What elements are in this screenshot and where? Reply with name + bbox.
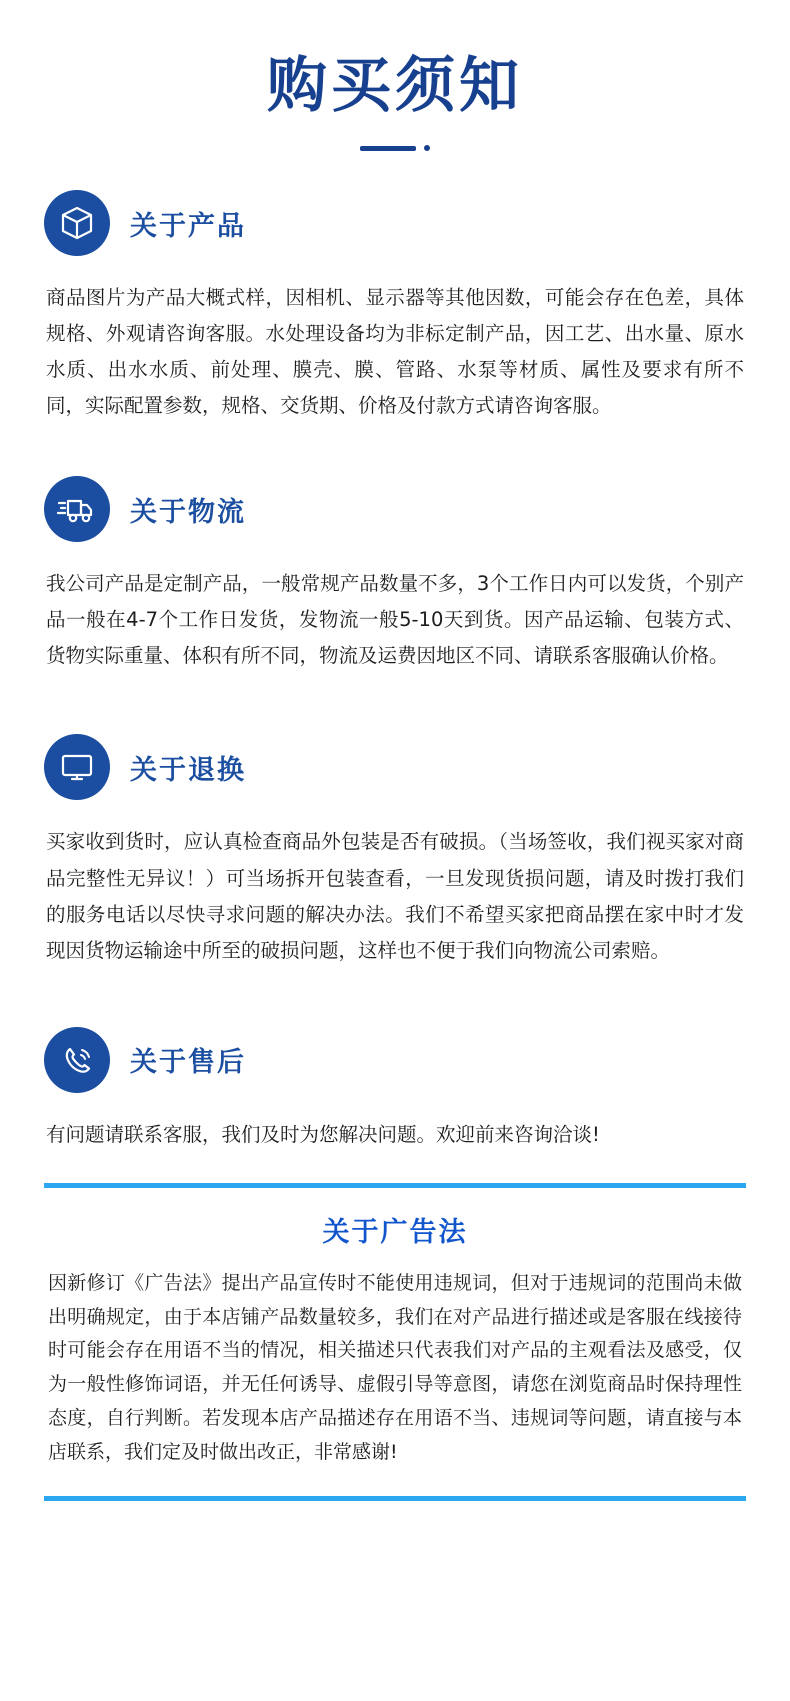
section-product-title: 关于产品: [130, 210, 246, 242]
page-title-block: [0, 0, 790, 148]
section-return-body: 买家收到货时，应认真检查商品外包装是否有破损。（当场签收，我们视买家对商品完整性无异议！）可当场拆开包装查看，一旦发现货损问题，请及时拨打我们的服务电话以尽快寻求问题的解决办法。我们不希望买家把商品摆在家中时才发现因货物运输途中所至的破损问题，这样也不便于我们向物流公司索赔。: [46, 830, 744, 962]
phone-icon: [44, 1027, 110, 1093]
section-logistics-title: 关于物流: [130, 496, 246, 528]
section-return-header: [44, 734, 746, 800]
page-title: 购买须知: [267, 51, 523, 121]
truck-icon: [44, 476, 110, 542]
section-product-body: 商品图片为产品大概式样，因相机、显示器等其他因数，可能会存在色差，具体规格、外观请咨询客服。水处理设备均为非标定制产品，因工艺、出水量、原水水质、出水水质、前处理、膜壳、膜、管路、水泵等材质、属性及要求有所不同，实际配置参数，规格、交货期、价格及付款方式请咨询客服。: [46, 286, 744, 418]
section-aftersales-header: [44, 1027, 746, 1093]
section-product: [44, 190, 746, 424]
section-product-header: [44, 190, 746, 256]
section-logistics-body: 我公司产品是定制产品，一般常规产品数量不多，3个工作日内可以发货，个别产品一般在4-7个工作日发货，发物流一般5-10天到货。因产品运输、包装方式、货物实际重量、体积有所不同，物流及运费因地区不同、请联系客服确认价格。: [46, 572, 744, 668]
divider-bar: [360, 146, 416, 151]
section-aftersales-body: 有问题请联系客服，我们及时为您解决问题。欢迎前来咨询洽谈!: [46, 1122, 600, 1146]
ad-law-block: [44, 1183, 746, 1501]
section-aftersales-title: 关于售后: [130, 1047, 246, 1079]
box-icon: [44, 190, 110, 256]
ad-law-title: 关于广告法: [322, 1216, 468, 1248]
section-aftersales: [44, 1027, 746, 1153]
monitor-icon: [44, 734, 110, 800]
section-logistics: [44, 476, 746, 674]
divider-dot: [424, 145, 430, 151]
bottom-spacer: [0, 1501, 790, 1561]
ad-law-body: 因新修订《广告法》提出产品宣传时不能使用违规词，但对于违规词的范围尚未做出明确规定，由于本店铺产品数量较多，我们在对产品进行描述或是客服在线接待时可能会存在用语不当的情况，相关描述只代表我们对产品的主观看法及感受，仅为一般性修饰词语，并无任何诱导、虚假引导等意图，请您在浏览商品时保持理性态度，自行判断。若发现本店产品描述存在用语不当、违规词等问题，请直接与本店联系，我们定及时做出改正，非常感谢!: [48, 1271, 742, 1463]
section-return-title: 关于退换: [130, 754, 246, 786]
sections-list: [0, 190, 790, 1153]
section-return: [44, 734, 746, 968]
section-logistics-header: [44, 476, 746, 542]
